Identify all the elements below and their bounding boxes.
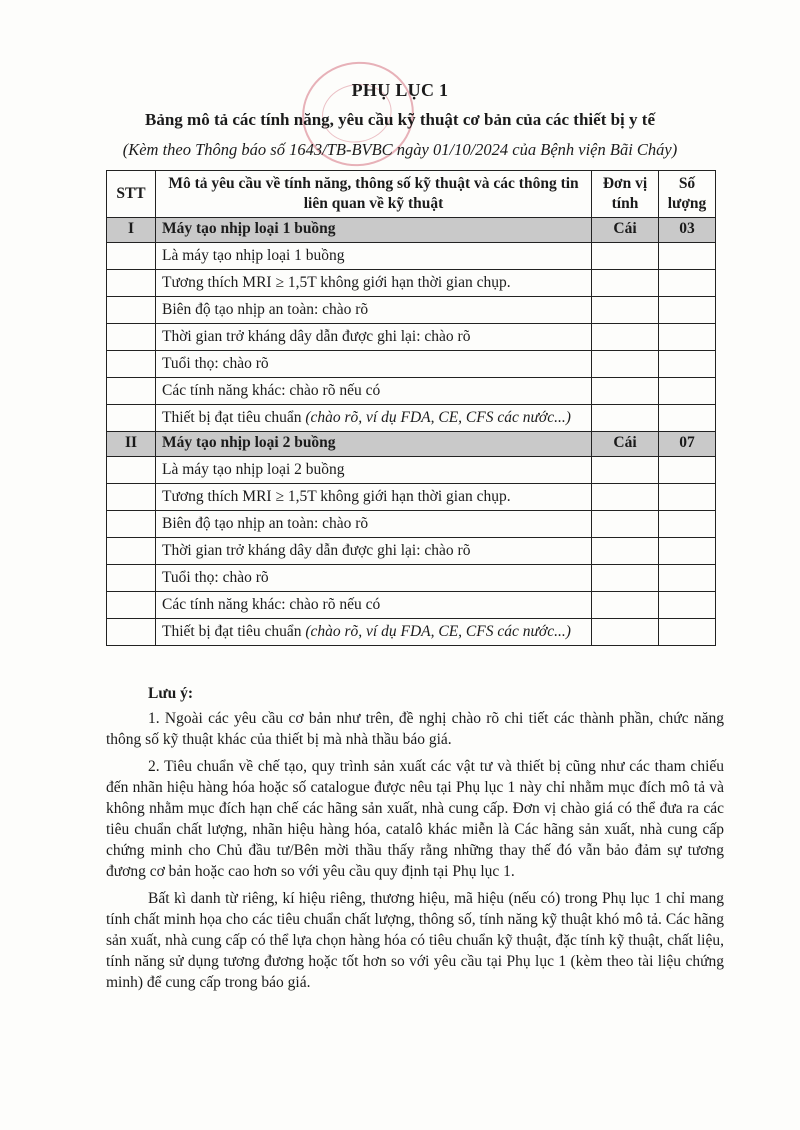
requirement-text: Tuổi thọ: chào rõ [156, 565, 592, 592]
table-row [107, 511, 716, 538]
group-name: Máy tạo nhịp loại 1 buồng [156, 218, 592, 243]
table-row [107, 538, 716, 565]
table-row [107, 270, 716, 297]
requirement-text: Biên độ tạo nhịp an toàn: chào rõ [156, 511, 592, 538]
note-paragraph: 2. Tiêu chuẩn về chế tạo, quy trình sản xuất các vật tư và thiết bị cũng như các tham chiếu đến nhãn hiệu hàng hóa hoặc số catalogue được nêu tại Phụ lục 1 này chỉ nhằm mục đích mô tả và không nhằm mục đích hạn chế các hãng sản xuất, nhà cung cấp. Đơn vị chào giá có thể đưa ra các tiêu chuẩn chất lượng, nhãn hiệu hàng hóa, catalô khác miễn là Các hãng sản xuất, nhà cung cấp chứng minh cho Chủ đầu tư/Bên mời thầu thấy rằng những thay thế đó vẫn bảo đảm sự tương đương cơ bản hoặc cao hơn so với yêu cầu quy định tại Phụ lục 1. [106, 758, 724, 880]
table-header-row [107, 171, 716, 218]
requirement-text: Biên độ tạo nhịp an toàn: chào rõ [156, 297, 592, 324]
table-row [107, 565, 716, 592]
requirement-text: Các tính năng khác: chào rõ nếu có [156, 592, 592, 619]
table-row [107, 378, 716, 405]
table-row [107, 243, 716, 270]
table-row [107, 324, 716, 351]
table-row [107, 351, 716, 378]
note-paragraph: Bất kì danh từ riêng, kí hiệu riêng, thương hiệu, mã hiệu (nếu có) trong Phụ lục 1 chỉ mang tính chất minh họa cho các tiêu chuẩn chất lượng, thông số, tính năng kỹ thuật khó mô tả. Các hãng sản xuất, nhà cung cấp có thể lựa chọn hàng hóa có tiêu chuẩn kỹ thuật, đặc tính kỹ thuật, chất liệu, tính năng sử dụng tương đương hoặc tốt hơn so với yêu cầu tại Phụ lục 1 (kèm theo tài liệu chứng minh) để cung cấp trong báo giá. [106, 890, 724, 991]
standard-prefix: Thiết bị đạt tiêu chuẩn [162, 409, 306, 426]
standard-examples: (chào rõ, ví dụ FDA, CE, CFS các nước...) [305, 623, 571, 640]
group-quantity: 03 [659, 218, 716, 243]
note-paragraph: 1. Ngoài các yêu cầu cơ bản như trên, đề nghị chào rõ chi tiết các thành phần, chức năng thông số kỹ thuật khác của thiết bị mà nhà thầu báo giá. [106, 710, 724, 748]
header-quantity: Số lượng [659, 171, 716, 218]
group-stt: I [107, 218, 156, 243]
group-quantity: 07 [659, 432, 716, 457]
table-row [107, 484, 716, 511]
table-row [107, 297, 716, 324]
group-row [107, 218, 716, 243]
group-stt: II [107, 432, 156, 457]
group-row [107, 432, 716, 457]
header-unit: Đơn vị tính [592, 171, 659, 218]
table-row [107, 592, 716, 619]
standard-examples: (chào rõ, ví dụ FDA, CE, CFS các nước...) [305, 409, 571, 426]
requirement-text: Thời gian trở kháng dây dẫn được ghi lại: chào rõ [156, 538, 592, 565]
table-row [107, 457, 716, 484]
spec-table [106, 170, 716, 646]
table-row [107, 619, 716, 646]
requirement-text: Tương thích MRI ≥ 1,5T không giới hạn thời gian chụp. [156, 484, 592, 511]
requirement-text: Các tính năng khác: chào rõ nếu có [156, 378, 592, 405]
reference-line: (Kèm theo Thông báo số 1643/TB-BVBC ngày 01/10/2024 của Bệnh viện Bãi Cháy) [122, 140, 678, 159]
standard-prefix: Thiết bị đạt tiêu chuẩn [162, 623, 306, 640]
notes-heading: Lưu ý: [148, 685, 194, 702]
page-title: PHỤ LỤC 1 [351, 80, 449, 100]
header-stt: STT [107, 171, 156, 218]
requirement-text: Tuổi thọ: chào rõ [156, 351, 592, 378]
table-row [107, 405, 716, 432]
requirement-text: Là máy tạo nhịp loại 1 buồng [156, 243, 592, 270]
standard-requirement [156, 405, 592, 432]
group-unit: Cái [592, 432, 659, 457]
group-unit: Cái [592, 218, 659, 243]
requirement-text: Tương thích MRI ≥ 1,5T không giới hạn thời gian chụp. [156, 270, 592, 297]
header-description: Mô tả yêu cầu về tính năng, thông số kỹ thuật và các thông tin liên quan về kỹ thuật [156, 171, 592, 218]
page-subtitle: Bảng mô tả các tính năng, yêu cầu kỹ thuật cơ bản của các thiết bị y tế [145, 110, 655, 129]
notes-section [106, 683, 724, 999]
requirement-text: Thời gian trở kháng dây dẫn được ghi lại: chào rõ [156, 324, 592, 351]
group-name: Máy tạo nhịp loại 2 buồng [156, 432, 592, 457]
requirement-text: Là máy tạo nhịp loại 2 buồng [156, 457, 592, 484]
standard-requirement [156, 619, 592, 646]
